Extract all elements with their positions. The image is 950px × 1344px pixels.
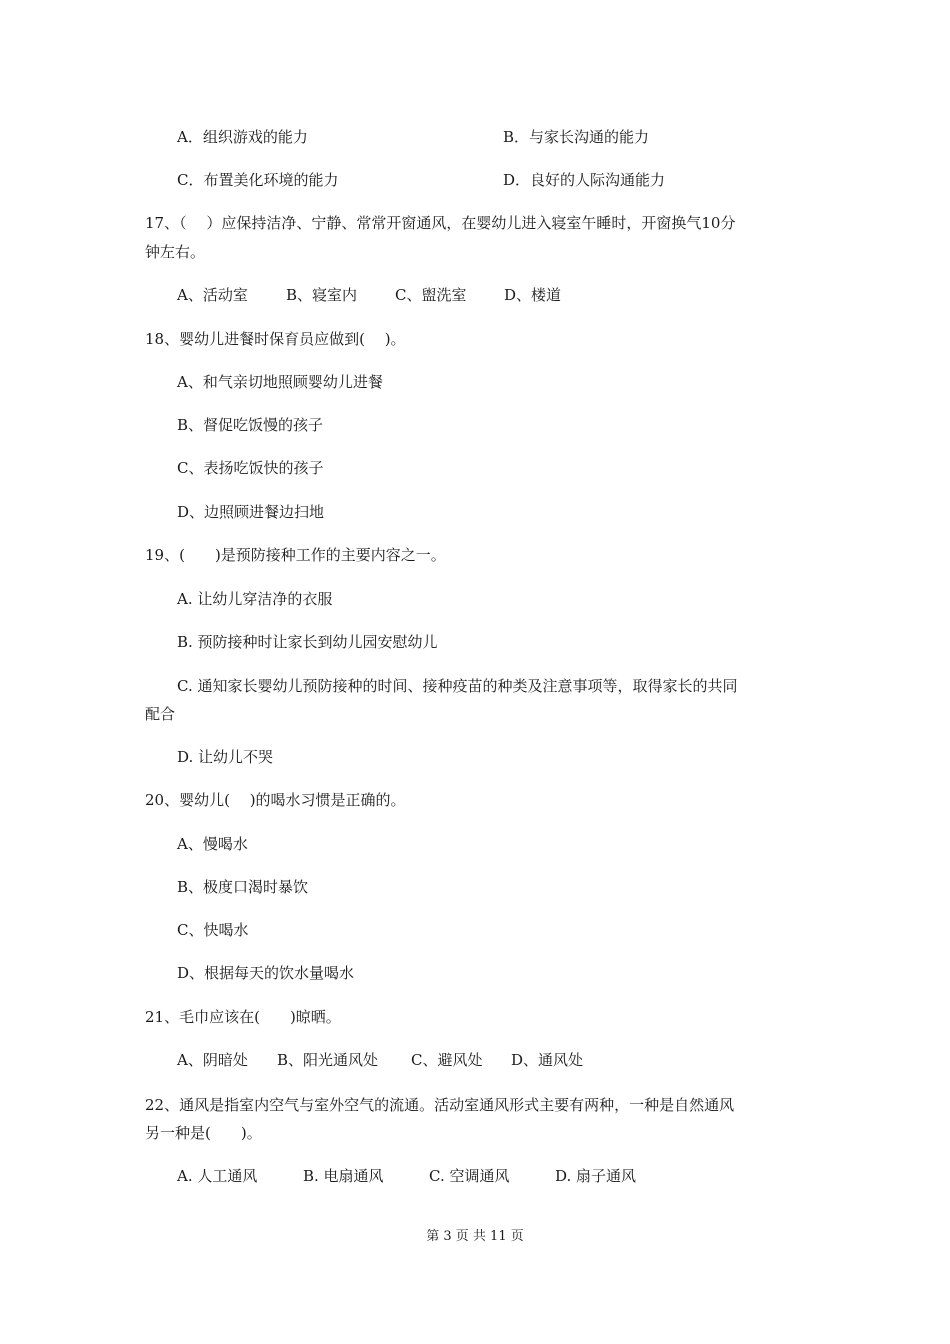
q22-option-c: C. 空调通风 bbox=[429, 1167, 510, 1185]
q21-options bbox=[177, 1050, 583, 1070]
q20-option-c: C、快喝水 bbox=[177, 921, 249, 939]
q20-option-a: A、慢喝水 bbox=[177, 835, 248, 853]
q17-option-a: A、活动室 bbox=[177, 286, 248, 304]
q21-option-a: A、阴暗处 bbox=[177, 1051, 248, 1069]
q21-option-b: B、阳光通风处 bbox=[277, 1051, 379, 1069]
q18-option-b: B、督促吃饭慢的孩子 bbox=[177, 416, 324, 434]
q22-stem-line2: 另一种是( )。 bbox=[145, 1124, 262, 1142]
q18-option-a: A、和气亲切地照顾婴幼儿进餐 bbox=[177, 373, 383, 391]
q21-option-c: C、避风处 bbox=[411, 1051, 483, 1069]
q22-option-a: A. 人工通风 bbox=[177, 1167, 258, 1185]
q19-stem: 19、( )是预防接种工作的主要内容之一。 bbox=[145, 546, 446, 564]
prev-option-a: A．组织游戏的能力 bbox=[177, 128, 308, 146]
q19-option-c-line1: C. 通知家长婴幼儿预防接种的时间、接种疫苗的种类及注意事项等，取得家长的共同 bbox=[177, 677, 738, 695]
prev-option-b: B．与家长沟通的能力 bbox=[503, 128, 650, 146]
q22-option-b: B. 电扇通风 bbox=[303, 1167, 384, 1185]
q20-option-d: D、根据每天的饮水量喝水 bbox=[177, 964, 355, 982]
prev-option-d: D．良好的人际沟通能力 bbox=[503, 171, 666, 189]
q17-options bbox=[177, 285, 561, 305]
q21-option-d: D、通风处 bbox=[511, 1051, 584, 1069]
q22-options bbox=[177, 1166, 636, 1186]
prev-option-c: C．布置美化环境的能力 bbox=[177, 171, 339, 189]
q19-option-a: A. 让幼儿穿洁净的衣服 bbox=[177, 590, 333, 608]
q18-option-c: C、表扬吃饭快的孩子 bbox=[177, 459, 324, 477]
q20-stem: 20、婴幼儿( )的喝水习惯是正确的。 bbox=[145, 791, 406, 809]
q22-stem-line1: 22、通风是指室内空气与室外空气的流通。活动室通风形式主要有两种，一种是自然通风 bbox=[145, 1096, 735, 1114]
page-number-footer: 第 3 页 共 11 页 bbox=[426, 1229, 524, 1244]
q19-option-b: B. 预防接种时让家长到幼儿园安慰幼儿 bbox=[177, 633, 438, 651]
q17-stem-line1: 17、（ ）应保持洁净、宁静、常常开窗通风，在婴幼儿进入寝室午睡时，开窗换气10分 bbox=[145, 214, 736, 232]
q21-stem: 21、毛巾应该在( )晾晒。 bbox=[145, 1008, 341, 1026]
q19-option-d: D. 让幼儿不哭 bbox=[177, 748, 274, 766]
q19-option-c-line2: 配合 bbox=[145, 705, 176, 723]
q18-stem: 18、婴幼儿进餐时保育员应做到( )。 bbox=[145, 330, 406, 348]
q17-option-c: C、盥洗室 bbox=[395, 286, 467, 304]
q17-option-b: B、寝室内 bbox=[286, 286, 358, 304]
q18-option-d: D、边照顾进餐边扫地 bbox=[177, 503, 325, 521]
q17-option-d: D、楼道 bbox=[504, 286, 562, 304]
q22-option-d: D. 扇子通风 bbox=[555, 1167, 637, 1185]
q20-option-b: B、极度口渴时暴饮 bbox=[177, 878, 309, 896]
q17-stem-line2: 钟左右。 bbox=[145, 243, 206, 261]
